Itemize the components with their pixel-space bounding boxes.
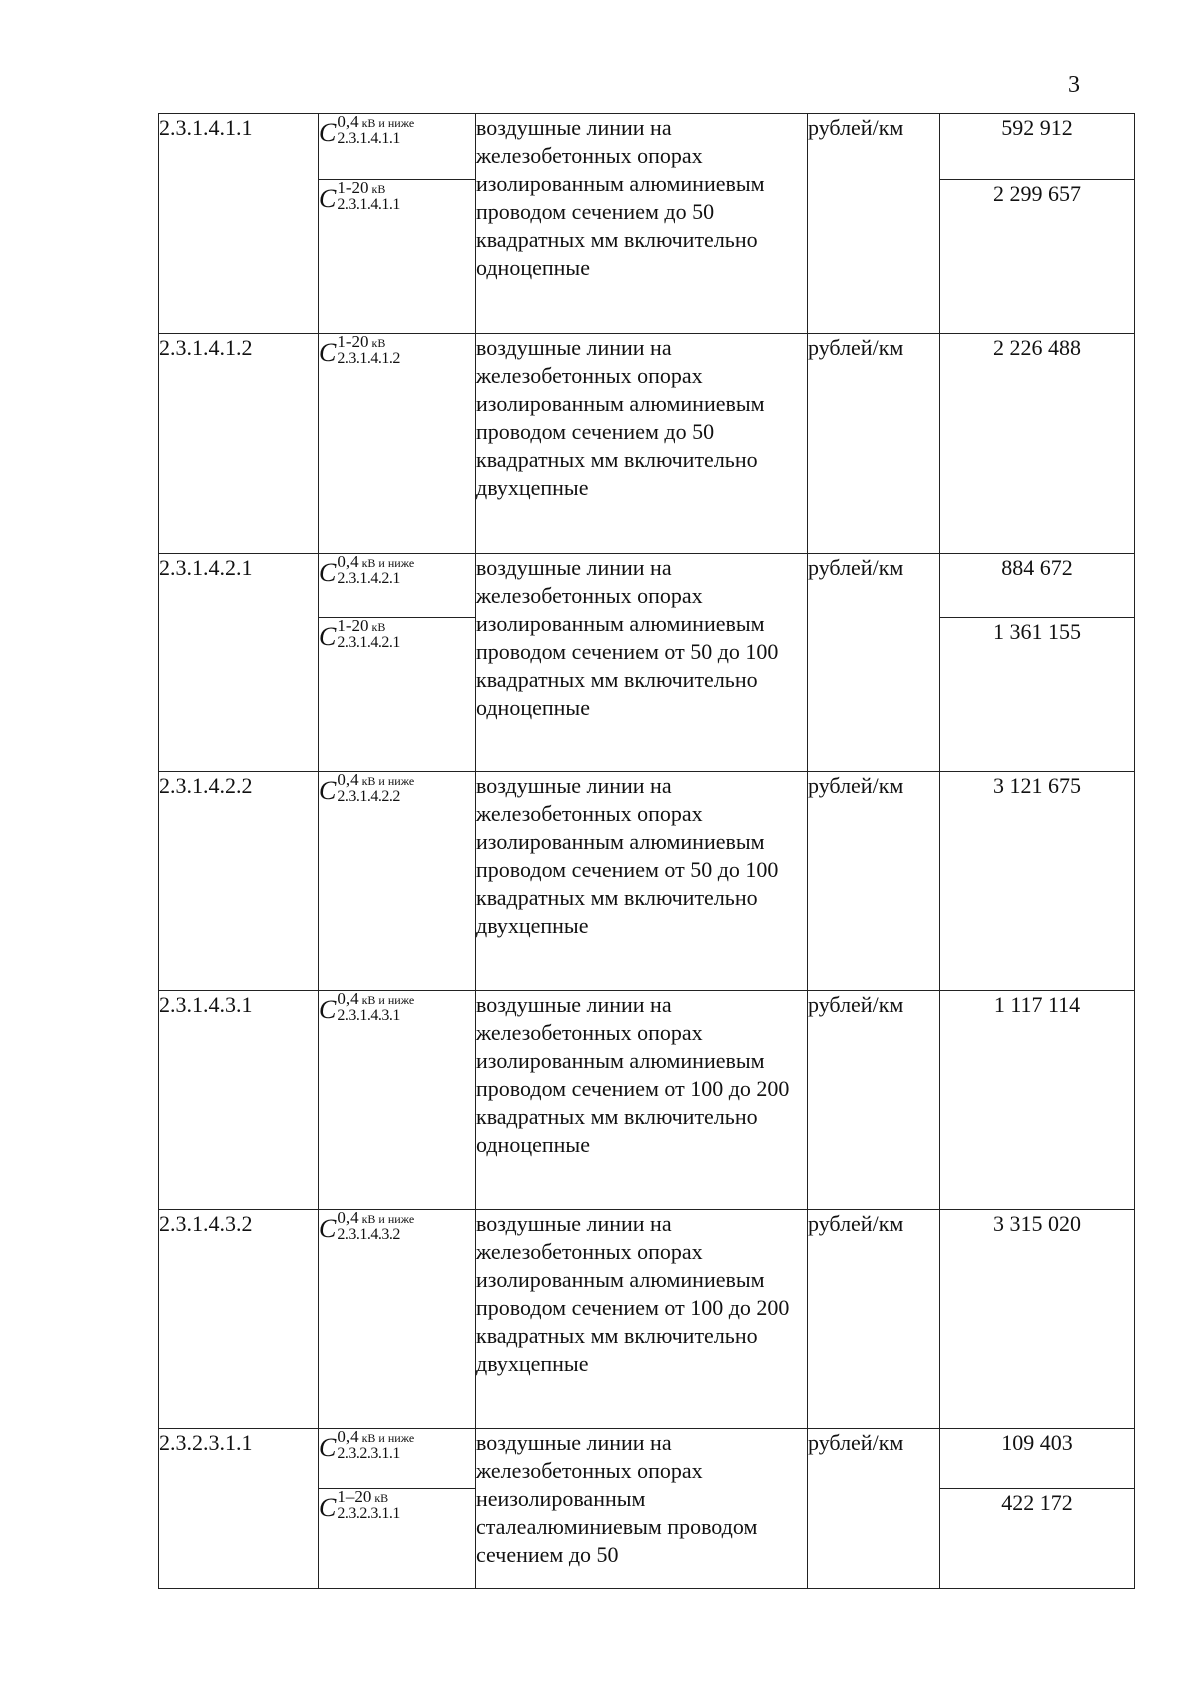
rate-symbol: C 0,4 кВ и ниже 2.3.1.4.2.1 (319, 554, 476, 618)
rate-symbol: C 0,4 кВ и ниже 2.3.1.4.1.1 (319, 114, 476, 180)
row-value: 2 226 488 (940, 334, 1135, 554)
row-value: 592 912 (940, 114, 1135, 180)
table-row (159, 1429, 1135, 1489)
table-row (159, 114, 1135, 180)
row-code: 2.3.1.4.1.1 (159, 114, 319, 334)
row-unit: рублей/км (808, 1429, 940, 1589)
row-unit: рублей/км (808, 772, 940, 991)
row-code: 2.3.1.4.2.1 (159, 554, 319, 772)
row-unit: рублей/км (808, 1210, 940, 1429)
row-code: 2.3.1.4.3.2 (159, 1210, 319, 1429)
row-description: воздушные линии на железобетонных опорах изолированным алюминиевым проводом сечением до 50 квадратных мм включительно одноцепные (476, 114, 808, 334)
page-number: 3 (1068, 72, 1080, 98)
rate-symbol: C 1–20 кВ 2.3.2.3.1.1 (319, 1489, 476, 1589)
row-code: 2.3.1.4.3.1 (159, 991, 319, 1210)
table-row (159, 991, 1135, 1210)
row-description: воздушные линии на железобетонных опорах изолированным алюминиевым проводом сечением до 50 квадратных мм включительно двухцепные (476, 334, 808, 554)
table-row (159, 554, 1135, 618)
row-value: 3 315 020 (940, 1210, 1135, 1429)
row-value: 884 672 (940, 554, 1135, 618)
row-value: 1 117 114 (940, 991, 1135, 1210)
row-value: 2 299 657 (940, 180, 1135, 334)
row-code: 2.3.1.4.2.2 (159, 772, 319, 991)
row-value: 422 172 (940, 1489, 1135, 1589)
row-value: 1 361 155 (940, 618, 1135, 772)
rate-symbol: C 0,4 кВ и ниже 2.3.1.4.3.1 (319, 991, 476, 1210)
row-description: воздушные линии на железобетонных опорах изолированным алюминиевым проводом сечением от 100 до 200 квадратных мм включительно двухцепные (476, 1210, 808, 1429)
row-unit: рублей/км (808, 334, 940, 554)
row-description: воздушные линии на железобетонных опорах неизолированным сталеалюминиевым проводом сечением до 50 (476, 1429, 808, 1589)
row-description: воздушные линии на железобетонных опорах изолированным алюминиевым проводом сечением от 50 до 100 квадратных мм включительно одноцепные (476, 554, 808, 772)
table-row (159, 772, 1135, 991)
rate-symbol: C 0,4 кВ и ниже 2.3.1.4.3.2 (319, 1210, 476, 1429)
row-unit: рублей/км (808, 114, 940, 334)
row-value: 3 121 675 (940, 772, 1135, 991)
rate-symbol: C 0,4 кВ и ниже 2.3.1.4.2.2 (319, 772, 476, 991)
row-description: воздушные линии на железобетонных опорах изолированным алюминиевым проводом сечением от 50 до 100 квадратных мм включительно двухцепные (476, 772, 808, 991)
rate-symbol: C 1-20 кВ 2.3.1.4.1.2 (319, 334, 476, 554)
table-row (159, 334, 1135, 554)
row-code: 2.3.2.3.1.1 (159, 1429, 319, 1589)
rate-symbol: C 1-20 кВ 2.3.1.4.1.1 (319, 180, 476, 334)
rate-symbol: C 1-20 кВ 2.3.1.4.2.1 (319, 618, 476, 772)
rate-symbol: C 0,4 кВ и ниже 2.3.2.3.1.1 (319, 1429, 476, 1489)
row-code: 2.3.1.4.1.2 (159, 334, 319, 554)
row-value: 109 403 (940, 1429, 1135, 1489)
row-unit: рублей/км (808, 554, 940, 772)
rates-table (158, 113, 1135, 1589)
row-description: воздушные линии на железобетонных опорах изолированным алюминиевым проводом сечением от 100 до 200 квадратных мм включительно одноцепные (476, 991, 808, 1210)
table-row (159, 1210, 1135, 1429)
row-unit: рублей/км (808, 991, 940, 1210)
